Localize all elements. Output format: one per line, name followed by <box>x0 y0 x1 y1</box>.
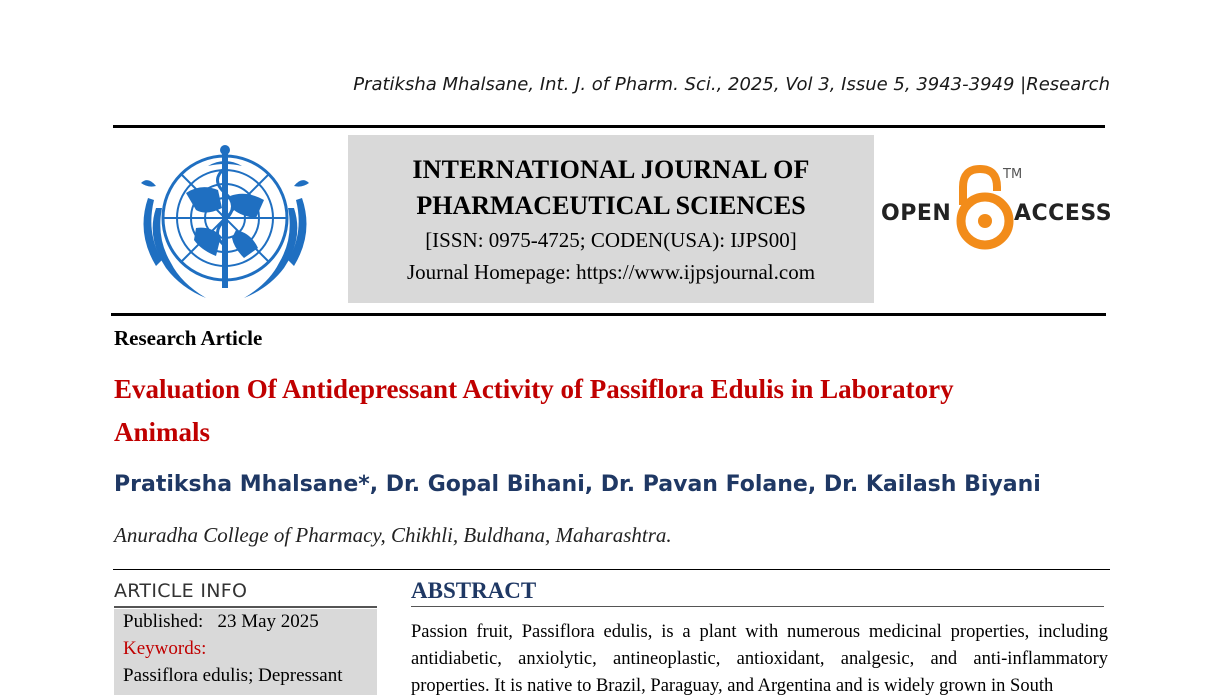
open-access-word-access: ACCESS <box>1014 201 1113 226</box>
abstract-rule <box>411 606 1104 607</box>
published-row <box>123 611 319 633</box>
journal-name-line2: PHARMACEUTICAL SCIENCES <box>416 191 806 220</box>
open-access-word-open: OPEN <box>881 201 952 226</box>
published-label: Published: <box>123 611 204 632</box>
article-authors: Pratiksha Mhalsane*, Dr. Gopal Bihani, Dr. Pavan Folane, Dr. Kailash Biyani <box>114 472 1041 497</box>
article-info-box <box>114 609 377 695</box>
section-divider <box>113 569 1110 570</box>
keywords-list: Passiflora edulis; Depressant <box>123 665 343 686</box>
caduceus-globe-emblem-icon <box>126 138 324 306</box>
article-info-heading: ARTICLE INFO <box>114 580 248 602</box>
trademark-symbol: TM <box>1003 167 1023 182</box>
journal-homepage[interactable]: Journal Homepage: https://www.ijpsjournal.com <box>406 260 816 284</box>
journal-banner <box>348 135 874 303</box>
article-type: Research Article <box>114 326 263 350</box>
journal-issn: [ISSN: 0975-4725; CODEN(USA): IJPS00] <box>425 228 797 252</box>
open-access-logo <box>880 165 1113 253</box>
article-info-rule <box>114 606 377 608</box>
header-top-rule <box>113 125 1105 128</box>
article-affiliation: Anuradha College of Pharmacy, Chikhli, Buldhana, Maharashtra. <box>114 523 672 547</box>
keywords-label: Keywords: <box>123 638 207 659</box>
running-head-citation: Pratiksha Mhalsane, Int. J. of Pharm. Sci., 2025, Vol 3, Issue 5, 3943-3949 |Research <box>353 74 1110 95</box>
journal-logo <box>126 138 324 306</box>
published-date: 23 May 2025 <box>217 611 319 632</box>
abstract-heading: ABSTRACT <box>411 578 537 603</box>
article-title: Evaluation Of Antidepressant Activity of Passiflora Edulis in Laboratory Animals <box>114 374 954 447</box>
journal-name-line1: INTERNATIONAL JOURNAL OF <box>412 155 810 184</box>
abstract-text: Passion fruit, Passiflora edulis, is a plant with numerous medicinal properties, including antidiabetic, anxiolytic, antineoplastic, antioxidant, analgesic, and anti-inflammatory properties. It is native to Brazil, Paraguay, and Argentina and is widely grown in South <box>411 622 1108 696</box>
header-bottom-rule <box>111 313 1106 316</box>
